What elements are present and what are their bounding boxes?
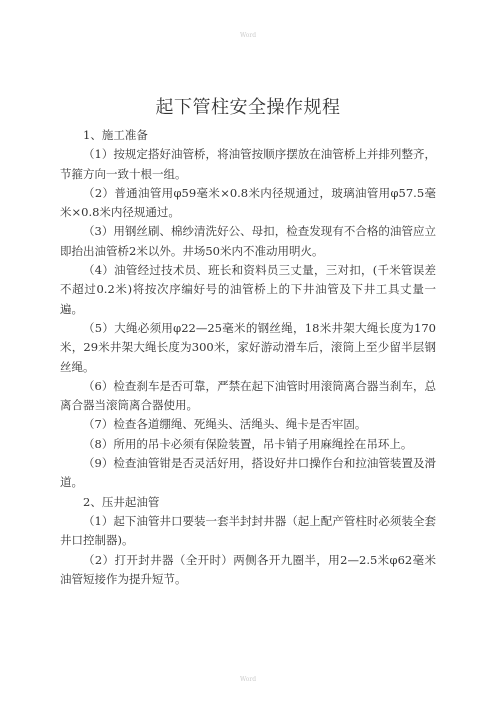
paragraph-item-9: （9）检查油管钳是否灵活好用，搭设好井口操作台和拉油管装置及滑道。	[60, 456, 436, 490]
paragraph-item-4: （4）油管经过技术员、班长和资料员三丈量，三对扣，(千米管误差不超过0.2米)将按次序编好号的油管桥上的下井油管及下井工具丈量一遍。	[60, 263, 436, 316]
paragraph-item-2-1: （1）起下油管井口要装一套半封封井器（起上配产管柱时必须装全套井口控制器)。	[60, 513, 436, 548]
section-heading-preparation: 1、施工准备	[83, 128, 148, 142]
section-heading-pressure-well: 2、压井起油管	[83, 494, 160, 509]
document-title: 起下管柱安全操作规程	[155, 97, 341, 118]
paragraph-item-2: （2）普通油管用φ59毫米×0.8米内径规通过，玻璃油管用φ57.5毫米×0.8米内径规通过。	[60, 185, 436, 220]
paragraph-item-2-2: （2）打开封井器（全开时）两侧各开九圈半，用2—2.5米φ62毫米油管短接作为提升短节。	[60, 552, 436, 586]
document-body	[60, 126, 436, 589]
paragraph-item-1: （1）按规定搭好油管桥，将油管按顺序摆放在油管桥上并排列整齐，节箍方向一致十根一组。	[60, 147, 436, 181]
paragraph-item-5: （5）大绳必须用φ22—25毫米的钢丝绳，18米井架大绳长度为170米，29米井架大绳长度为300米，家好游动滑车后，滚筒上至少留半层钢丝绳。	[60, 320, 436, 374]
footer-watermark: Word	[239, 676, 257, 683]
paragraph-item-8: （8）所用的吊卡必须有保险装置，吊卡销子用麻绳拴在吊环上。	[83, 436, 413, 451]
header-watermark: Word	[239, 32, 257, 39]
paragraph-item-7: （7）检查各道绷绳、死绳头、活绳头、绳卡是否牢固。	[83, 417, 367, 432]
paragraph-item-3: （3）用钢丝刷、棉纱清洗好公、母扣，检查发现有不合格的油管应立即抬出油管桥2米以外。井场50米内不准动用明火。	[60, 224, 436, 258]
paragraph-item-6: （6）检查刹车是否可靠，严禁在起下油管时用滚筒离合器当刹车，总离合器当滚筒离合器使用。	[60, 378, 436, 413]
